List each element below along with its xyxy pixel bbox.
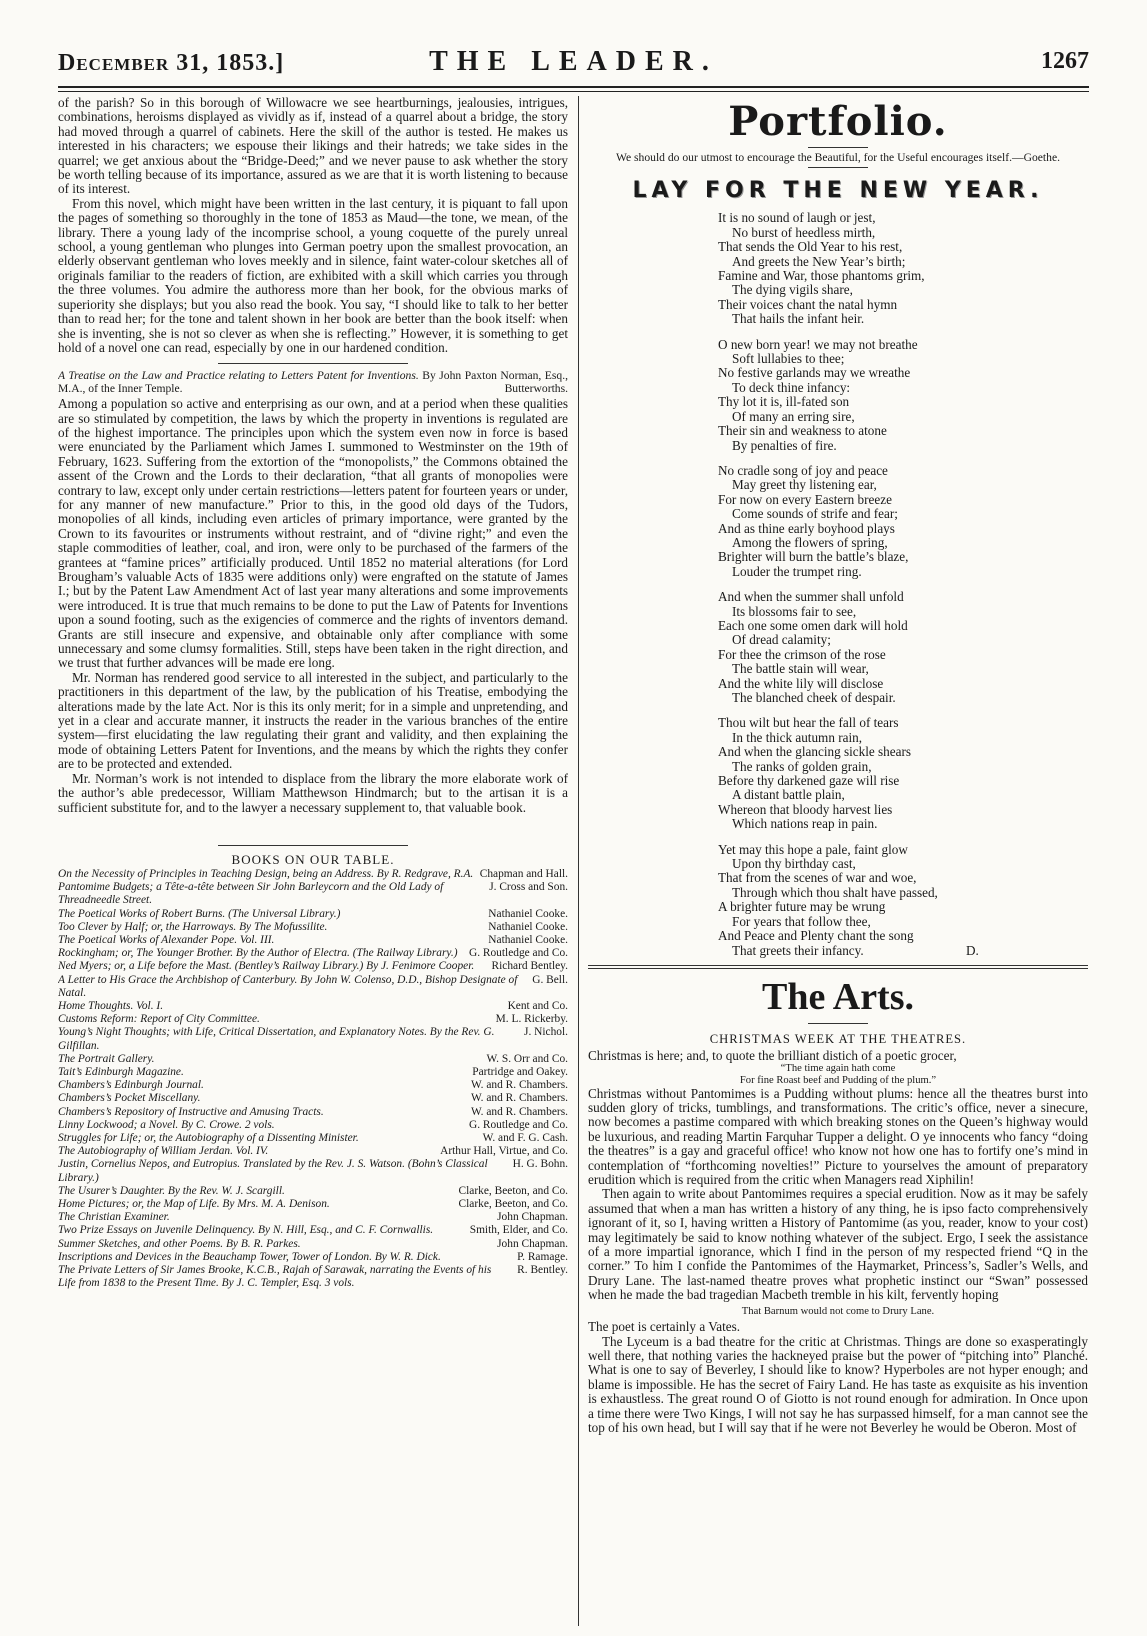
poem (588, 211, 1088, 958)
poem-stanza (718, 338, 1088, 453)
book-title: Two Prize Essays on Juvenile Delinquency. By N. Hill, Esq., and C. F. Cornwallis. (58, 1224, 434, 1237)
book-publisher: W. and R. Chambers. (470, 1079, 568, 1092)
section-divider (218, 363, 408, 364)
book-entry (58, 1251, 568, 1264)
poem-line: Yet may this hope a pale, faint glow (718, 841, 908, 857)
poem-line: Brighter will burn the battle’s blaze, (718, 549, 909, 565)
poem-line: Of dread calamity; (732, 632, 831, 648)
portfolio-motto: We should do our utmost to encourage the Beautiful, for the Useful encourages itself.—Goethe. (615, 151, 1060, 164)
book-title: Chambers’s Edinburgh Journal. (58, 1079, 204, 1092)
book-publisher: J. Nichol. (524, 1026, 568, 1039)
poem-line: A brighter future may be wrung (718, 899, 886, 915)
poem-signature: D. (966, 942, 979, 958)
poem-line: By penalties of fire. (732, 437, 837, 453)
poem-line: The ranks of golden grain, (732, 758, 872, 774)
book-entry (58, 1224, 568, 1237)
book-publisher: G. Routledge and Co. (468, 1118, 568, 1131)
book-publisher: P. Ramage. (517, 1250, 568, 1263)
review-paragraph: From this novel, which might have been written in the last century, it is piquant to fall upon the pages of something so thoroughly in the tone of 1853 as Maud—the tone, we mean, of the library. There a young lady of the incomprise school, a young coquette of the purely unreal school, a young gentleman who plunges into German poetry upon the smallest provocation, an elderly observant gentleman who loves meekly and in silence, faint water-colour sketches all of originals familiar to the readers of fiction, are exhibited with a skill which carries you through the three volumes. You admire the authoress more than her book, for the obvious marks of superiority she displays; but you also read the book. You say, “I should like to talk to her better than to read her; for the tone and talent shown in her book are better than the book itself: when she is inventing, she is not so clever as when she is reflecting.” However, it is something to get hold of a novel one can read, especially by one in our hardened condition. (58, 195, 568, 355)
book-entry (58, 1066, 568, 1079)
poem-line: The dying vigils share, (732, 282, 853, 298)
book-title: Too Clever by Half; or, the Harroways. By The Mofussilite. (58, 920, 328, 933)
left-column (58, 96, 568, 1626)
poem-stanza (718, 464, 1088, 579)
book-title: The Christian Examiner. (58, 1211, 170, 1224)
poem-stanza (718, 590, 1088, 705)
book-title: Ned Myers; or, a Life before the Mast. (Bentley’s Railway Library.) By J. Fenimore Cooper. (58, 960, 475, 973)
review-paragraph: Mr. Norman has rendered good service to all interested in the subject, and particularly to the practitioners in this department of the law, by the publication of his Treatise, embodying the alterations made by the late Act. Nor is this its only merit; for in a simple and unpretending, and yet in a clear and accurate manner, it instructs the reader in the various branches of the entire system—first elucidating the law regulating their grant and validity, and then explaining the mode of obtaining Letters Patent for Inventions, and the means by which the rights they confer are to be protected and extended. (58, 669, 568, 772)
books-heading: BOOKS ON OUR TABLE. (231, 851, 395, 867)
book-entry (58, 1106, 568, 1119)
poem-line: Each one some omen dark will hold (718, 617, 908, 633)
poem-line: The blanched cheek of despair. (732, 690, 896, 705)
poem-line: Thy lot it is, ill-fated son (718, 394, 850, 410)
poem-line: And when the summer shall unfold (718, 589, 904, 605)
book-title: Struggles for Life; or, the Autobiography of a Dissenting Minister. (58, 1131, 359, 1144)
book-publisher: Richard Bentley. (491, 960, 568, 973)
newspaper-title: THE LEADER. (429, 46, 718, 77)
poem-line: It is no sound of laugh or jest, (718, 210, 876, 226)
poem-line: Whereon that bloody harvest lies (718, 801, 893, 817)
issue-date: December 31, 1853.] (58, 50, 285, 76)
book-entry (58, 868, 568, 881)
book-entry (58, 934, 568, 947)
book-publisher: H. G. Bohn. (512, 1158, 568, 1171)
book-publisher: John Chapman. (497, 1237, 568, 1250)
book-entry (58, 1145, 568, 1158)
book-title: The Private Letters of Sir James Brooke, K.C.B., Rajah of Sarawak, narrating the Events of his Life from 1838 to the Present Time. By J. C. Templer, Esq. 3 vols. (58, 1264, 492, 1290)
poem-line: For now on every Eastern breeze (718, 491, 892, 507)
poem-line: Their voices chant the natal hymn (718, 296, 898, 312)
book-list (58, 868, 568, 1291)
book-entry (58, 947, 568, 960)
book-title: Pantomime Budgets; a Tête-a-tête between Sir John Barleycorn and the Old Lady of Threadneedle Street. (58, 881, 444, 907)
poem-line: To deck thine infancy: (732, 379, 851, 395)
title-underline (808, 147, 868, 148)
poem-line: No cradle song of joy and peace (718, 462, 888, 478)
book-title: Justin, Cornelius Nepos, and Eutropius. Translated by the Rev. J. S. Watson. (Bohn’s Classical Library.) (58, 1158, 488, 1184)
poem-title: LAY FOR THE NEW YEAR. (632, 178, 1044, 204)
poem-line: Which nations reap in pain. (732, 816, 878, 832)
book-title: The Poetical Works of Alexander Pope. Vol. III. (58, 933, 275, 946)
book-title: The Usurer’s Daughter. By the Rev. W. J. Scargill. (58, 1184, 285, 1197)
poem-line: That hails the infant heir. (732, 311, 865, 327)
grocer-quote-line: “The time again hath come (780, 1063, 896, 1075)
review-paragraph: Among a population so active and enterprising as our own, and at a period when these qualities are so stimulated by competition, the laws by which the property in inventions is regulated are of the highest importance. The principles upon which the system even now in force is based were enunciated by the Parliament which James I. summoned to Westminster on the 19th of February, 1623. Suffering from the extortion of the “monopolists,” the Commons obtained the assent of the Crown and the Lords to their declaration, “that all grants of monopolies were contrary to law, except only under certain restrictions—letters patent for fourteen years or under, for any manner of new manufacture.” Prior to this, in the good old days of the Tudors, monopolies of all kinds, including even articles of primary importance, were granted by the Crown to its favourites or instruments without restraint, and of “divine right;” and even the staple commodities of leather, coal, and iron, were only to be purchased of the farmers of the grantees at “famine prices” artificially produced. Until 1852 no material alterations (for Lord Brougham’s valuable Acts of 1835 were additions only) were engrafted on the statute of James I.; but by the Patent Law Amendment Act of last year many alterations and some improvements were introduced. It is true that much remains to be done to put the Law of Patents for Inventions upon a sound footing, such as the exigencies of commerce and the rights of inventors demand. Grants are still insecure and expensive, and obtainable only after compliance with some unnecessary and some clumsy formalities. Still, steps have been taken in the right direction, and we trust that further advances will be made ere long. (58, 396, 568, 671)
arts-paragraph: Then again to write about Pantomimes requires a special erudition. Now as it may be safely assumed that when a man has written a history of any thing, he is ipso facto comprehensively ignorant of it, so I, having written a History of Pantomime (as you, reader, know to your cost) may legitimately be said to know nothing whatever of the subject. Ergo, I seek the assistance of a more impartial ignorance, which I find in the person of my respected friend “Q in the corner.” To him I confide the Pantomimes of the Haymarket, Princess’s, Sadler’s Wells, and Drury Lane. The last-named theatre proves what prophetic instinct our “Swan” possessed when he made the bad tragedian Macbeth tremble in his kilt, fervently hoping (588, 1186, 1088, 1303)
poem-line: Famine and War, those phantoms grim, (718, 268, 925, 284)
poem-stanza (718, 843, 1088, 958)
book-publisher: Smith, Elder, and Co. (469, 1224, 568, 1237)
poem-line: May greet thy listening ear, (732, 477, 877, 493)
book-title: Inscriptions and Devices in the Beauchamp Tower, Tower of London. By W. R. Dick. (58, 1250, 441, 1263)
book-publisher: Nathaniel Cooke. (488, 907, 568, 920)
book-entry (58, 1158, 568, 1184)
book-entry (58, 1000, 568, 1013)
poem-line: For thee the crimson of the rose (718, 646, 886, 662)
poem-line: In the thick autumn rain, (732, 729, 863, 745)
poem-line: And Peace and Plenty chant the song (718, 928, 914, 944)
book-publisher: W. and R. Chambers. (470, 1105, 568, 1118)
review-paragraph: Mr. Norman’s work is not intended to displace from the library the more elaborate work of the author’s able predecessor, William Matthewson Hindmarch; but to the artisan it is a sufficient substitute for, and to the lawyer a necessary supplement to, that valuable book. (58, 770, 568, 815)
right-column (588, 96, 1088, 1626)
book-entry (58, 921, 568, 934)
book-entry (58, 1198, 568, 1211)
book-title: Home Thoughts. Vol. I. (58, 999, 164, 1012)
review-book-title: A Treatise on the Law and Practice relating to Letters Patent for Inventions. (58, 369, 419, 383)
book-entry (58, 1238, 568, 1251)
poem-line: Before thy darkened gaze will rise (718, 773, 900, 789)
book-publisher: R. Bentley. (517, 1264, 568, 1276)
columns (58, 96, 1089, 1626)
motto-rule (808, 167, 868, 168)
book-entry (58, 974, 568, 1000)
book-publisher: Arthur Hall, Virtue, and Co. (440, 1145, 568, 1158)
poem-line: No burst of heedless mirth, (732, 224, 876, 240)
book-title: A Letter to His Grace the Archbishop of Canterbury. By John W. Colenso, D.D., Bishop Designate of Natal. (58, 973, 518, 999)
book-entry (58, 1264, 568, 1290)
poem-line: Their sin and weakness to atone (718, 423, 887, 439)
book-entry (58, 908, 568, 921)
arts-title: The Arts. (762, 975, 914, 1018)
column-separator (578, 96, 579, 1626)
poem-line: Among the flowers of spring, (732, 534, 888, 550)
review-book-author: By John Paxton Norman, Esq., M.A., of the Inner Temple. (58, 369, 568, 395)
poem-line: Of many an erring sire, (732, 408, 855, 424)
arts-intro: Christmas is here; and, to quote the brilliant distich of a poetic grocer, (588, 1047, 957, 1063)
book-title: Customs Reform: Report of City Committee. (58, 1013, 260, 1026)
poem-line: Thou wilt but hear the fall of tears (718, 715, 899, 731)
poem-stanza (718, 211, 1088, 326)
book-title: The Autobiography of William Jerdan. Vol. IV. (58, 1145, 269, 1158)
book-title: Chambers’s Pocket Miscellany. (58, 1092, 201, 1105)
poem-line: Through which thou shalt have passed, (732, 884, 938, 900)
poem-line: Its blossoms fair to see, (732, 603, 857, 619)
book-title: The Portrait Gallery. (58, 1052, 155, 1065)
masthead (58, 28, 1089, 77)
book-entry (58, 1013, 568, 1026)
book-publisher: Chapman and Hall. (479, 867, 568, 880)
book-title: Chambers’s Repository of Instructive and Amusing Tracts. (58, 1105, 324, 1118)
book-entry (58, 1053, 568, 1066)
poem-line: The battle stain will wear, (732, 661, 869, 677)
book-entry (58, 1211, 568, 1224)
book-publisher: G. Routledge and Co. (468, 947, 568, 960)
review-book-publisher: Butterworths. (504, 381, 568, 395)
poem-line: Soft lullabies to thee; (732, 351, 845, 367)
book-publisher: Kent and Co. (507, 999, 568, 1012)
book-publisher: M. L. Rickerby. (495, 1013, 568, 1026)
book-entry (58, 1092, 568, 1105)
book-title: Linny Lockwood; a Novel. By C. Crowe. 2 vols. (58, 1118, 275, 1131)
poem-line: No festive garlands may we wreathe (718, 365, 911, 381)
poem-line: O new born year! we may not breathe (718, 336, 918, 352)
book-entry (58, 960, 568, 973)
book-entry (58, 1119, 568, 1132)
book-publisher: W. and R. Chambers. (470, 1092, 568, 1105)
book-title: On the Necessity of Principles in Teaching Design, being an Address. By R. Redgrave, R.A. (58, 867, 474, 880)
poem-line: That sends the Old Year to his rest, (718, 239, 903, 255)
book-title: Home Pictures; or, the Map of Life. By Mrs. M. A. Denison. (58, 1197, 330, 1210)
book-publisher: Clarke, Beeton, and Co. (458, 1184, 568, 1197)
arts-paragraph: The poet is certainly a Vates. (588, 1319, 741, 1335)
poem-line: And the white lily will disclose (718, 675, 884, 691)
masthead-rule (58, 86, 1089, 88)
book-entry (58, 1079, 568, 1092)
book-title: Tait’s Edinburgh Magazine. (58, 1065, 184, 1078)
grocer-quote-line: For fine Roast beef and Pudding of the plum.” (739, 1074, 937, 1086)
review-paragraph: of the parish? So in this borough of Willowacre we see heartburnings, jealousies, intrigues, combinations, heroisms displayed as vividly as if, instead of a quarrel about a bridge, the story had moved through a quarrel of cabinets. Here the skill of the author is tested. He makes us interested in his characters; we espouse their likings and their hatreds; we take sides in the quarrel; we get anxious about the “Bridge-Deed;” and we never pause to ask whether the story be worth telling because of its importance, assured as we are that it is worth listening to because of its interest. (58, 96, 568, 197)
arts-underline (808, 1023, 868, 1024)
book-publisher: John Chapman. (497, 1211, 568, 1224)
book-entry (58, 1026, 568, 1052)
book-publisher: W. and F. G. Cash. (482, 1131, 568, 1144)
arts-paragraph: Christmas without Pantomimes is a Pudding without plums: hence all the theatres burst into sudden glory of tricks, tumblings, and transformations. The critic’s office, never a sinecure, now becomes a pastime compared with which breaking stones on the Queen’s highway would be luxurious, and reading Martin Farquhar Tupper a delight. O ye innocents who fancy “doing the theatres” is a gay and graceful office! who know not how one has to fortify one’s mind in contemplation of “forthcoming novelties!” Picture to yourselves the amount of preparatory erudition which is required from the critic when Managers read Xiphilin! (588, 1085, 1088, 1187)
poem-line: And as thine early boyhood plays (718, 520, 895, 536)
poem-line: And when the glancing sickle shears (718, 744, 911, 760)
section-divider (218, 845, 408, 846)
poem-line: And greets the New Year’s birth; (732, 253, 906, 269)
book-publisher: Clarke, Beeton, and Co. (458, 1197, 568, 1210)
book-publisher: G. Bell. (532, 973, 568, 986)
portfolio-title: Portfolio. (728, 98, 948, 145)
page-number: 1267 (1041, 48, 1089, 74)
poem-line: That from the scenes of war and woe, (718, 870, 917, 886)
book-entry (58, 1185, 568, 1198)
book-entry (58, 881, 568, 907)
book-publisher: Nathaniel Cooke. (488, 933, 568, 946)
masthead-rule-thin (58, 91, 1089, 92)
barnum-quote: That Barnum would not come to Drury Lane. (741, 1305, 935, 1317)
book-publisher: J. Cross and Son. (489, 881, 568, 894)
poem-line: Upon thy birthday cast, (732, 856, 856, 872)
arts-heading: CHRISTMAS WEEK AT THE THEATRES. (709, 1031, 967, 1046)
book-title: Summer Sketches, and other Poems. By B. R. Parkes. (58, 1237, 301, 1250)
poem-line: That greets their infancy. (732, 942, 864, 958)
book-title: Rockingham; or, The Younger Brother. By the Author of Electra. (The Railway Library.) (58, 947, 458, 960)
poem-line: Louder the trumpet ring. (732, 563, 862, 579)
book-entry (58, 1132, 568, 1145)
poem-line: A distant battle plain, (732, 787, 845, 803)
poem-line: For years that follow thee, (732, 913, 871, 929)
book-publisher: Nathaniel Cooke. (488, 920, 568, 933)
review-heading (58, 370, 568, 395)
section-double-rule (588, 965, 1088, 969)
book-publisher: Partridge and Oakey. (472, 1065, 568, 1078)
book-title: Young’s Night Thoughts; with Life, Critical Dissertation, and Explanatory Notes. By the Rev. G. Gilfillan. (58, 1026, 495, 1052)
arts-paragraph: The Lyceum is a bad theatre for the critic at Christmas. Things are done so exasperatingly well there, that nothing varies the hackneyed praise but the power of “pitching into” Planché. What is one to say of Beverley, I should like to know? Hyperboles are not hyper enough; and blame is impossible. He has the secret of Fairy Land. He has taste as exquisite as his invention is exhaustless. The great round O of Giotto is not round enough for admiration. In Once upon a time there were Two Kings, I will not say he has surpassed himself, for a man cannot see the top of his own head, but I will say that if he were not Beverley he would be Oberon. Most of (588, 1333, 1088, 1436)
book-publisher: W. S. Orr and Co. (486, 1052, 568, 1065)
poem-stanza (718, 716, 1088, 831)
book-title: The Poetical Works of Robert Burns. (The Universal Library.) (58, 907, 341, 920)
poem-line: Come sounds of strife and fear; (732, 506, 898, 522)
